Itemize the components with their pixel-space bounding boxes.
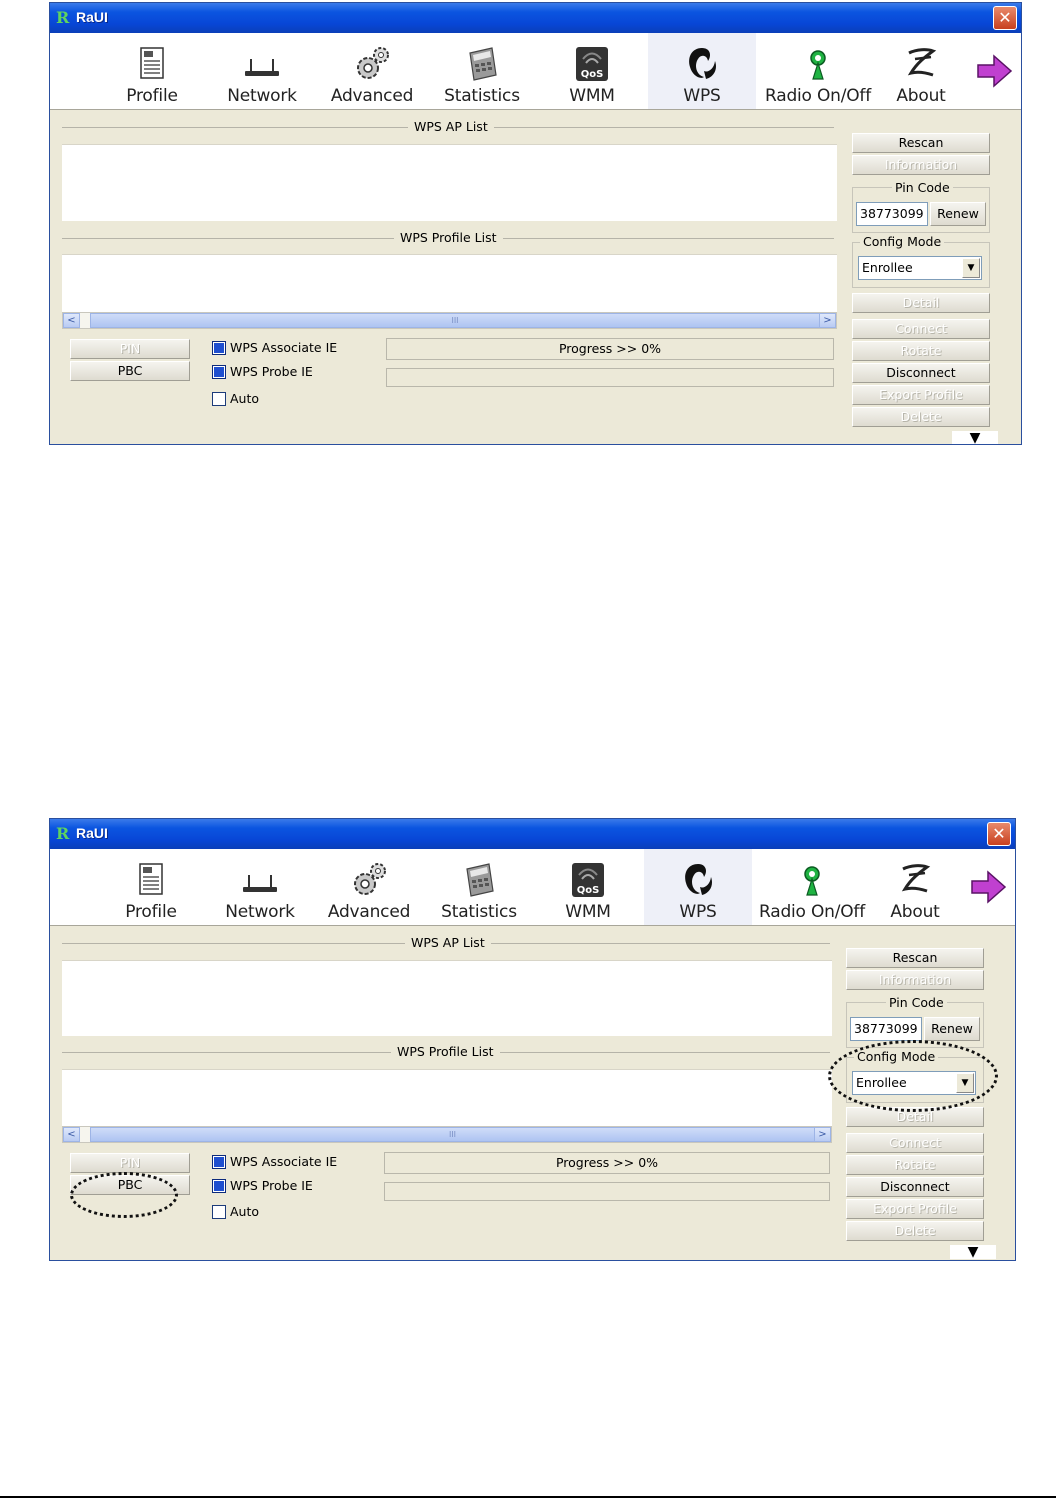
window-title: RaUI	[76, 825, 108, 841]
network-icon	[242, 45, 282, 83]
pin-code-title: Pin Code	[892, 180, 953, 195]
detail-button[interactable]: Detail	[852, 293, 990, 313]
scroll-thumb[interactable]: III	[90, 313, 820, 328]
more-down-icon[interactable]: ▼	[952, 431, 998, 445]
qos-icon	[568, 861, 608, 899]
wps-associate-ie-checkbox[interactable]	[212, 1155, 226, 1169]
pbc-button[interactable]: PBC	[70, 361, 190, 381]
more-down-icon[interactable]: ▼	[950, 1245, 996, 1259]
tool-network[interactable]	[210, 849, 310, 925]
rescan-button[interactable]: Rescan	[852, 133, 990, 153]
network-icon	[240, 861, 280, 899]
wps-probe-ie-checkbox[interactable]	[212, 365, 226, 379]
pbc-button[interactable]: PBC	[70, 1175, 190, 1195]
horizontal-scrollbar[interactable]	[62, 1126, 832, 1143]
tool-label: Profile	[126, 86, 178, 106]
disconnect-button[interactable]: Disconnect	[852, 363, 990, 383]
raui-window-1	[49, 2, 1022, 445]
config-mode-value: Enrollee	[856, 1075, 907, 1090]
tool-wps[interactable]	[648, 33, 756, 109]
pin-button[interactable]: PIN	[70, 1153, 190, 1173]
delete-button[interactable]: Delete	[852, 407, 990, 427]
svg-text:QoS: QoS	[580, 69, 604, 80]
tool-label: WMM	[565, 902, 611, 922]
wps-icon	[682, 45, 722, 83]
config-mode-title: Config Mode	[854, 1049, 938, 1064]
close-button[interactable]: ✕	[993, 6, 1017, 30]
calculator-icon	[462, 45, 502, 83]
rotate-button[interactable]: Rotate	[846, 1155, 984, 1175]
renew-button[interactable]: Renew	[930, 202, 986, 226]
wps-profile-list[interactable]	[62, 254, 837, 313]
ap-list-title: WPS AP List	[408, 119, 494, 134]
wps-profile-list[interactable]	[62, 1069, 832, 1127]
tool-label: About	[890, 902, 940, 922]
tool-wps[interactable]	[644, 849, 752, 925]
auto-label: Auto	[230, 1204, 260, 1219]
progress-status: Progress >> 0%	[384, 1152, 830, 1174]
information-button[interactable]: Information	[852, 155, 990, 175]
toolbar	[50, 849, 1015, 926]
title-bar[interactable]	[50, 819, 1015, 849]
tool-network[interactable]	[212, 33, 312, 109]
connect-button[interactable]: Connect	[846, 1133, 984, 1153]
tool-radio[interactable]	[756, 33, 880, 109]
pin-code-field[interactable]: 38773099	[856, 202, 928, 226]
export-profile-button[interactable]: Export Profile	[852, 385, 990, 405]
wps-associate-ie-checkbox[interactable]	[212, 341, 226, 355]
tool-about[interactable]	[874, 849, 956, 925]
disconnect-button[interactable]: Disconnect	[846, 1177, 984, 1197]
progress-bar	[384, 1182, 830, 1201]
scroll-thumb[interactable]: III	[90, 1127, 815, 1142]
renew-button[interactable]: Renew	[924, 1017, 980, 1041]
export-profile-button[interactable]: Export Profile	[846, 1199, 984, 1219]
tool-label: Advanced	[330, 86, 414, 106]
tool-label: Radio On/Off	[758, 902, 865, 922]
auto-checkbox[interactable]	[212, 1205, 226, 1219]
toolbar	[50, 33, 1021, 110]
tool-label: Statistics	[441, 902, 517, 922]
about-icon	[901, 45, 941, 83]
tool-wmm[interactable]	[542, 33, 642, 109]
tool-label: WMM	[569, 86, 615, 106]
tool-profile[interactable]	[102, 33, 202, 109]
svg-text:QoS: QoS	[576, 885, 600, 896]
rotate-button[interactable]: Rotate	[852, 341, 990, 361]
information-button[interactable]: Information	[846, 970, 984, 990]
progress-bar	[386, 368, 834, 387]
page-footer-rule	[0, 1496, 1056, 1498]
tool-label: WPS	[679, 902, 717, 922]
config-mode-title: Config Mode	[860, 234, 944, 249]
app-logo-icon: R	[56, 8, 70, 27]
pbc-highlight-ellipse	[70, 1172, 178, 1218]
raui-window-2	[49, 818, 1016, 1261]
wps-associate-ie-label: WPS Associate IE	[230, 340, 338, 355]
scroll-right-button[interactable]: >	[819, 313, 836, 328]
wps-icon	[678, 861, 718, 899]
tool-radio[interactable]	[750, 849, 874, 925]
pin-code-field[interactable]: 38773099	[850, 1017, 922, 1041]
tool-label: Profile	[125, 902, 177, 922]
wps-ap-list[interactable]	[62, 960, 832, 1036]
config-mode-highlight-ellipse	[828, 1040, 998, 1112]
tool-label: Radio On/Off	[764, 86, 871, 106]
tool-label: Network	[225, 902, 295, 922]
tool-label: WPS	[683, 86, 721, 106]
tool-label: Statistics	[444, 86, 520, 106]
tool-advanced[interactable]	[322, 33, 422, 109]
scroll-left-button[interactable]: <	[63, 313, 80, 328]
profile-list-title: WPS Profile List	[394, 230, 503, 245]
window-title: RaUI	[76, 9, 108, 25]
app-logo-icon: R	[56, 824, 70, 843]
radio-antenna-icon	[792, 861, 832, 899]
profile-list-title: WPS Profile List	[391, 1044, 500, 1059]
gears-icon	[349, 861, 389, 899]
profile-icon	[132, 45, 172, 83]
chevron-down-icon[interactable]: ▼	[956, 1073, 974, 1093]
tool-profile[interactable]	[101, 849, 201, 925]
horizontal-scrollbar[interactable]	[62, 312, 837, 329]
tool-label: Advanced	[327, 902, 411, 922]
tool-advanced[interactable]	[319, 849, 419, 925]
gears-icon	[352, 45, 392, 83]
auto-label: Auto	[230, 391, 260, 406]
wps-probe-ie-label: WPS Probe IE	[230, 364, 313, 379]
scroll-right-button[interactable]: >	[814, 1127, 831, 1142]
tool-statistics[interactable]	[432, 33, 532, 109]
pin-code-title: Pin Code	[886, 995, 947, 1010]
profile-icon	[131, 861, 171, 899]
tool-label: Network	[227, 86, 297, 106]
tool-label: About	[896, 86, 946, 106]
arrow-right-icon[interactable]	[974, 51, 1014, 91]
tool-statistics[interactable]	[429, 849, 529, 925]
config-mode-select[interactable]	[858, 256, 982, 280]
wps-associate-ie-label: WPS Associate IE	[230, 1154, 338, 1169]
arrow-right-icon[interactable]	[968, 867, 1008, 907]
tool-about[interactable]	[880, 33, 962, 109]
scroll-left-button[interactable]: <	[63, 1127, 80, 1142]
tool-wmm[interactable]	[538, 849, 638, 925]
radio-antenna-icon	[798, 45, 838, 83]
wps-probe-ie-checkbox[interactable]	[212, 1179, 226, 1193]
title-bar[interactable]	[50, 3, 1021, 33]
qos-icon	[572, 45, 612, 83]
pin-button[interactable]: PIN	[70, 339, 190, 359]
delete-button[interactable]: Delete	[846, 1221, 984, 1241]
wps-ap-list[interactable]	[62, 144, 837, 221]
wps-probe-ie-label: WPS Probe IE	[230, 1178, 313, 1193]
config-mode-value: Enrollee	[862, 260, 913, 275]
progress-status: Progress >> 0%	[386, 338, 834, 360]
connect-button[interactable]: Connect	[852, 319, 990, 339]
auto-checkbox[interactable]	[212, 392, 226, 406]
about-icon	[895, 861, 935, 899]
close-button[interactable]: ✕	[987, 822, 1011, 846]
detail-button[interactable]: Detail	[846, 1107, 984, 1127]
ap-list-title: WPS AP List	[405, 935, 491, 950]
rescan-button[interactable]: Rescan	[846, 948, 984, 968]
calculator-icon	[459, 861, 499, 899]
chevron-down-icon[interactable]: ▼	[962, 258, 980, 278]
